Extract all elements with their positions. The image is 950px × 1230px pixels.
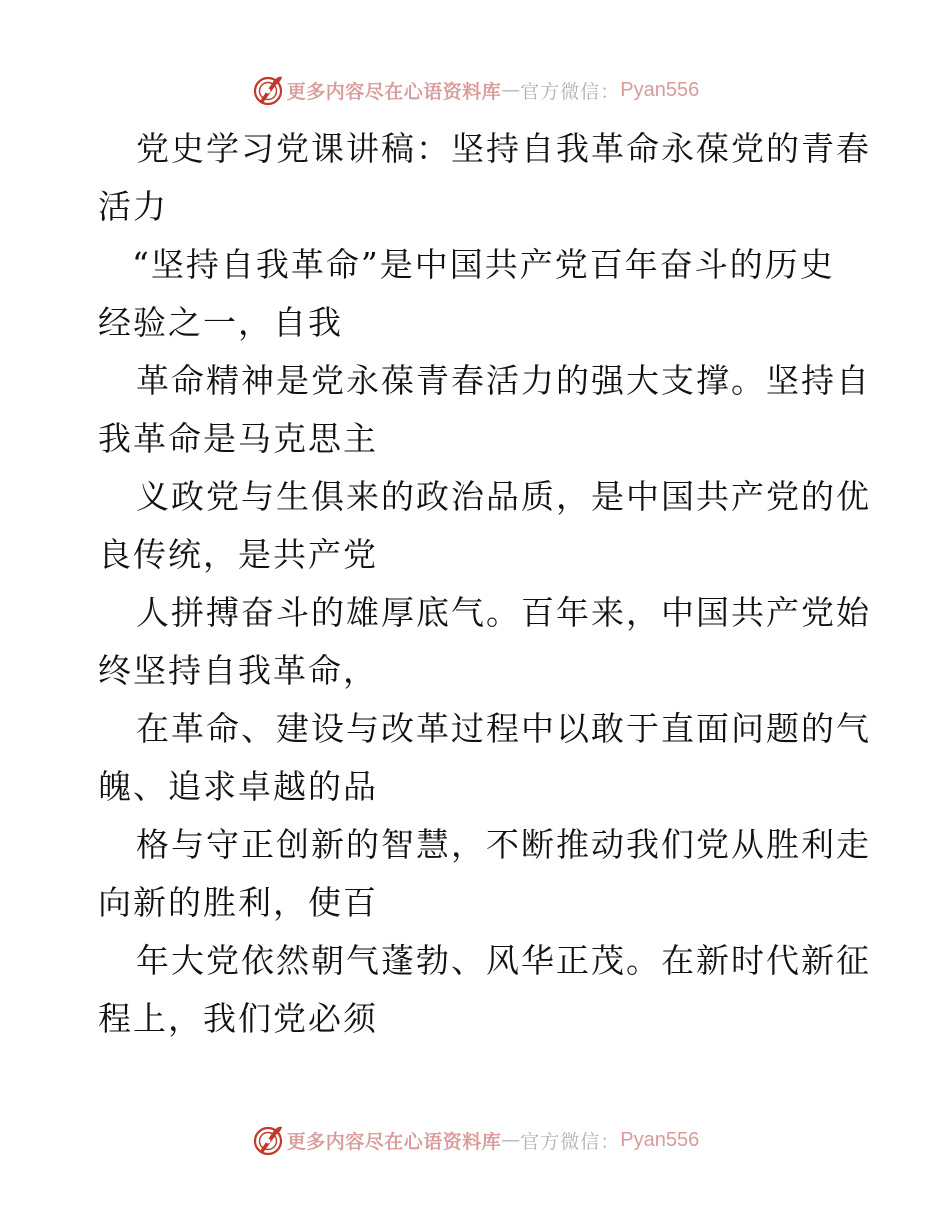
watermark-dash: — [501, 79, 521, 101]
paragraph-line: 格与守正创新的智慧，不断推动我们党从胜利走 [136, 825, 871, 864]
quill-logo-icon [251, 73, 285, 107]
paragraph-line: 义政党与生俱来的政治品质，是中国共产党的优 [136, 477, 871, 516]
paragraph-line: 良传统，是共产党 [98, 535, 378, 574]
document-title-line-2: 活力 [98, 187, 168, 226]
watermark-wechat-id: Pyan556 [620, 1128, 700, 1151]
paragraph-line: 程上，我们党必须 [98, 999, 378, 1038]
paragraph-line: 年大党依然朝气蓬勃、风华正茂。在新时代新征 [136, 941, 871, 980]
paragraph-line: 魄、追求卓越的品 [98, 767, 378, 806]
paragraph-line: 终坚持自我革命， [98, 651, 378, 690]
paragraph-line: 革命精神是党永葆青春活力的强大支撑。坚持自 [136, 361, 871, 400]
document-title-line-1: 党史学习党课讲稿：坚持自我革命永葆党的青春 [136, 129, 871, 168]
footer-watermark [0, 1120, 950, 1160]
watermark-wechat-label: 官方微信： [520, 1130, 621, 1153]
watermark-wechat-id: Pyan556 [620, 78, 700, 101]
quill-logo-icon [251, 1123, 285, 1157]
watermark-text: 更多内容尽在心语资料库 [286, 1130, 502, 1153]
paragraph-line: “坚持自我革命”是中国共产党百年奋斗的历史 [132, 245, 835, 284]
paragraph-line: 人拼搏奋斗的雄厚底气。百年来，中国共产党始 [136, 593, 871, 632]
document-body [98, 120, 871, 1048]
header-watermark [0, 70, 950, 110]
paragraph-line: 在革命、建设与改革过程中以敢于直面问题的气 [136, 709, 871, 748]
paragraph-line: 我革命是马克思主 [98, 419, 378, 458]
paragraph-line: 经验之一，自我 [98, 303, 343, 342]
watermark-text: 更多内容尽在心语资料库 [286, 80, 502, 103]
paragraph-line: 向新的胜利，使百 [98, 883, 378, 922]
watermark-dash: — [501, 1129, 521, 1151]
watermark-wechat-label: 官方微信： [520, 80, 621, 103]
